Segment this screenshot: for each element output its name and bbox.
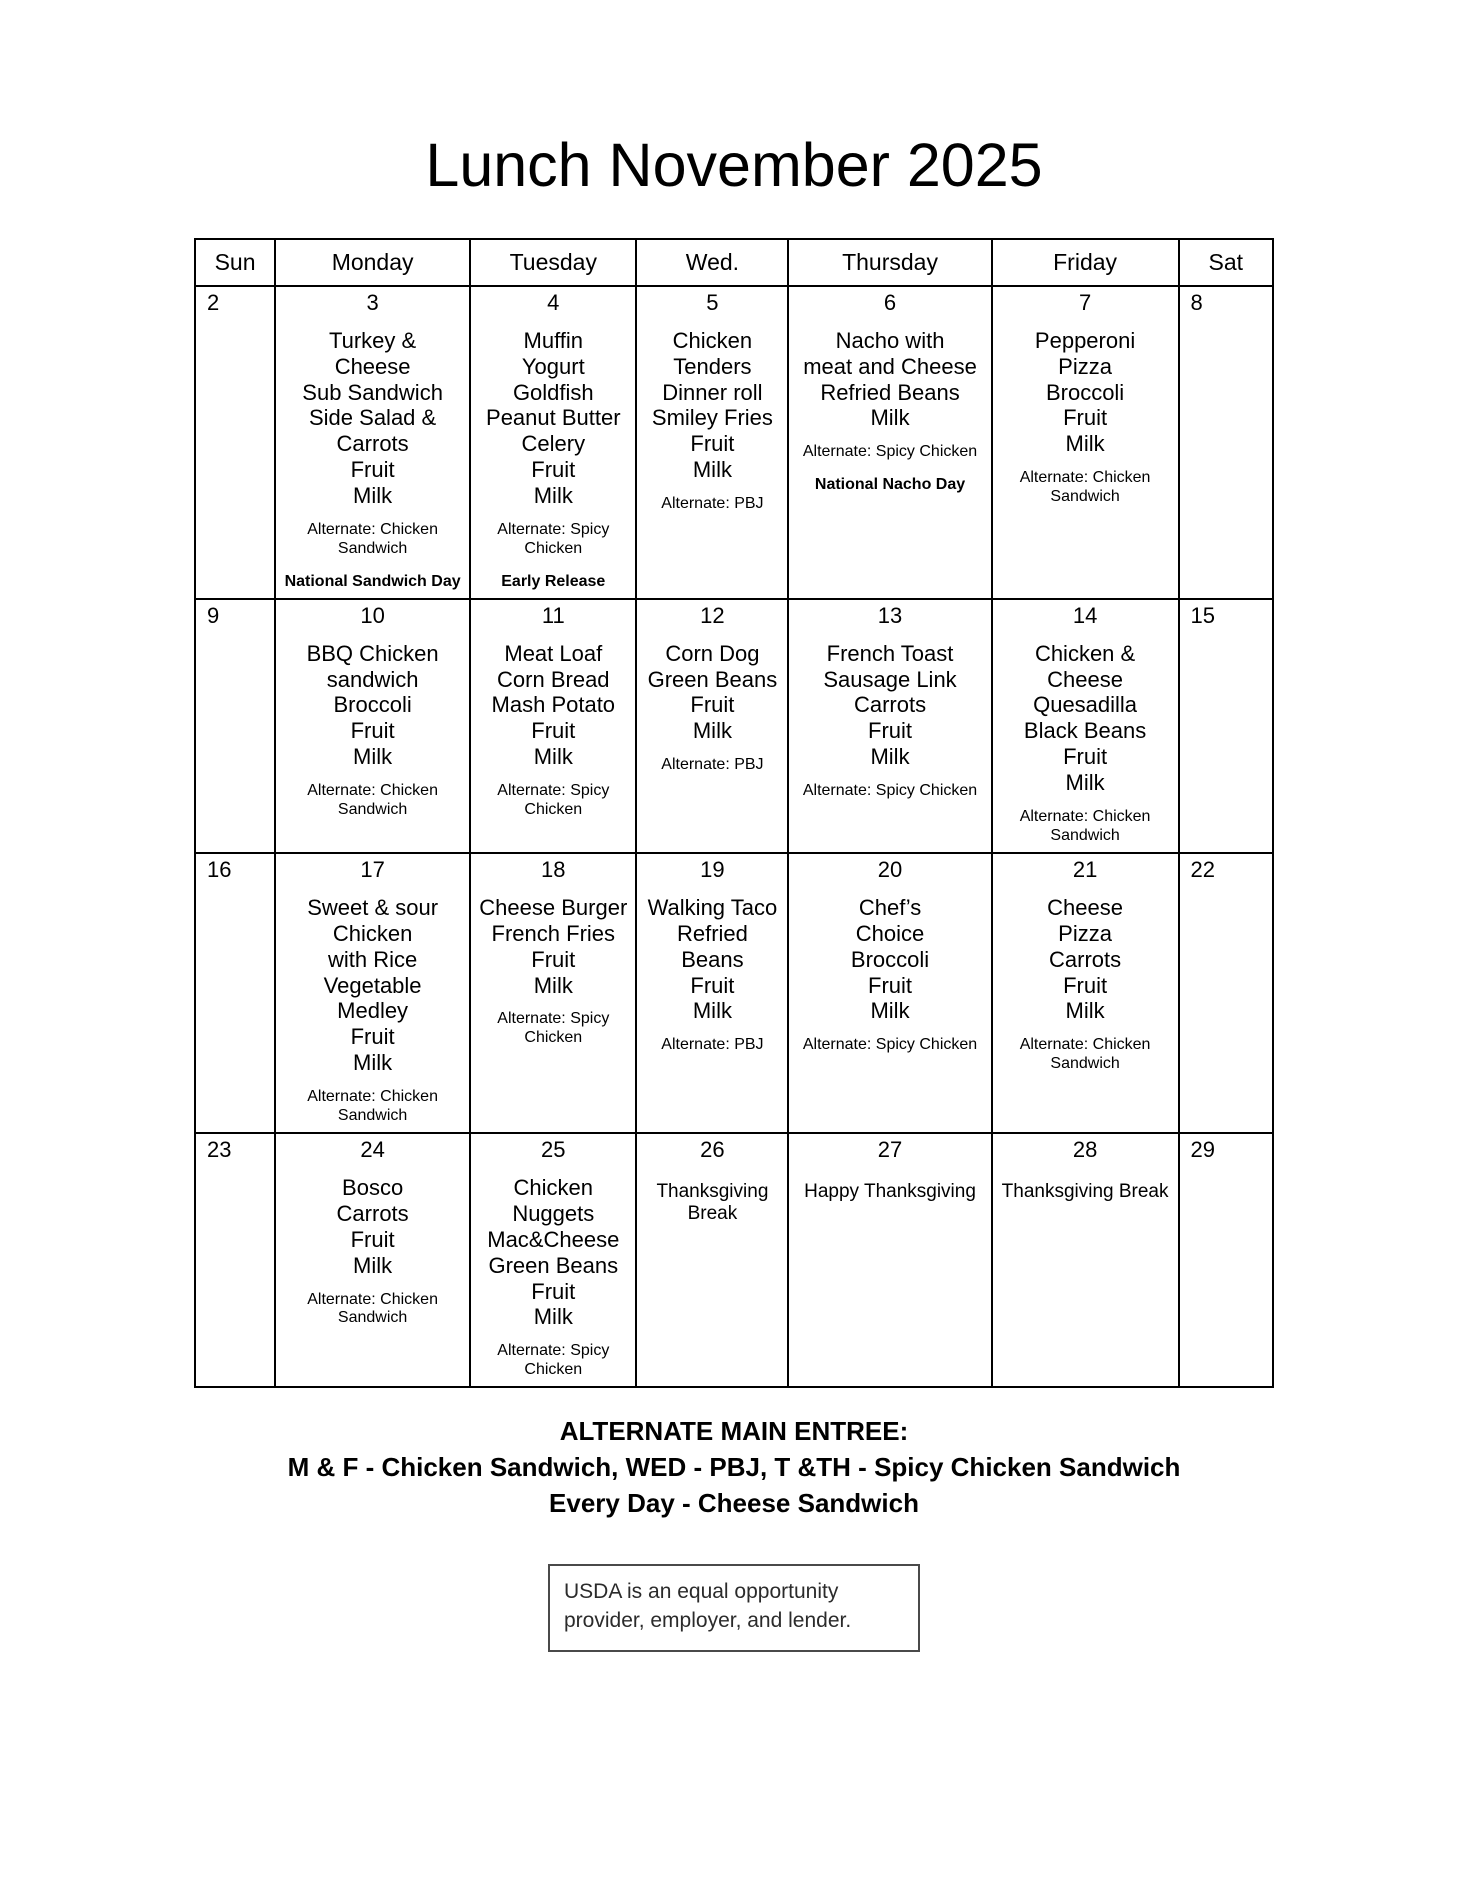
usda-notice-line-2: provider, employer, and lender. — [564, 1608, 852, 1632]
calendar-day-cell-22[interactable] — [1179, 853, 1274, 1133]
menu-item: Cheese Burger — [479, 894, 628, 920]
menu-item: Fruit — [690, 431, 735, 457]
menu-item: Fruit — [1063, 972, 1108, 998]
day-number: 13 — [877, 602, 903, 628]
calendar-day-cell-14[interactable] — [992, 599, 1179, 853]
day-number: 5 — [706, 290, 719, 315]
menu-item: Milk — [692, 998, 732, 1024]
menu-item: Pizza — [1058, 353, 1112, 379]
menu-item: Carrots — [336, 431, 409, 457]
alternate-entree-text: Alternate: Spicy Chicken — [497, 1342, 610, 1379]
calendar-day-cell-23[interactable] — [195, 1133, 275, 1387]
menu-item: Broccoli — [850, 946, 930, 972]
day-cell-content — [637, 1134, 787, 1386]
menu-item: Cheese — [1047, 894, 1123, 920]
menu-item: Milk — [353, 1050, 393, 1076]
menu-item: Fruit — [1063, 744, 1108, 770]
day-cell-content — [789, 1134, 990, 1386]
day-cell-content — [276, 1134, 469, 1386]
menu-items — [474, 328, 632, 510]
menu-items — [792, 328, 987, 432]
alternate-entree-text: Alternate: PBJ — [661, 495, 764, 513]
day-number: 14 — [1072, 602, 1098, 628]
menu-item: Smiley Fries — [651, 405, 773, 431]
menu-item: Chef’s — [858, 894, 922, 920]
menu-item: Milk — [692, 457, 732, 483]
calendar-day-cell-4[interactable] — [470, 286, 636, 599]
menu-item: Milk — [353, 1252, 393, 1278]
calendar-header-monday: Monday — [275, 239, 470, 286]
menu-item: French Fries — [491, 920, 616, 946]
menu-items — [640, 895, 784, 1025]
alternate-entree-text: Alternate: Spicy Chicken — [497, 782, 610, 819]
menu-item: Carrots — [336, 1200, 409, 1226]
calendar-day-cell-6[interactable] — [788, 286, 991, 599]
day-special-note: Early Release — [501, 573, 606, 591]
menu-item: Sweet & sour — [307, 894, 439, 920]
holiday-break-note: Happy Thanksgiving — [804, 1180, 976, 1202]
menu-item: Fruit — [531, 1278, 576, 1304]
alternate-entree-text: Alternate: PBJ — [661, 1036, 764, 1054]
alternate-entree-text: Alternate: Chicken Sandwich — [1019, 1036, 1151, 1073]
day-cell-content — [276, 600, 469, 852]
menu-item: Chicken — [672, 327, 753, 353]
day-number: 27 — [877, 1137, 903, 1163]
alternate-entree-text: Alternate: Chicken Sandwich — [1019, 808, 1151, 845]
day-number: 19 — [700, 857, 725, 883]
menu-item: Milk — [870, 998, 910, 1024]
calendar-day-cell-5[interactable] — [636, 286, 788, 599]
menu-item: Green Beans — [488, 1252, 619, 1278]
menu-item: Nacho with — [835, 327, 945, 353]
menu-items — [996, 328, 1175, 458]
day-cell-content — [276, 854, 469, 1132]
alternate-entree-text: Alternate: Chicken Sandwich — [1019, 469, 1151, 506]
menu-item: BBQ Chicken — [306, 640, 439, 666]
calendar-day-cell-26[interactable] — [636, 1133, 788, 1387]
calendar-day-cell-2[interactable] — [195, 286, 275, 599]
holiday-break-note: Thanksgiving Break — [1001, 1180, 1169, 1202]
menu-item: Pepperoni — [1034, 327, 1136, 353]
menu-item: Walking Taco — [647, 894, 778, 920]
menu-item: Chicken — [332, 920, 413, 946]
menu-item: Peanut Butter — [486, 405, 621, 431]
holiday-break-note: Thanksgiving Break — [656, 1180, 769, 1225]
menu-item: Cheese — [334, 353, 411, 379]
menu-items — [279, 328, 466, 510]
menu-items — [792, 895, 987, 1025]
day-cell-content — [471, 1134, 635, 1386]
menu-item: Fruit — [531, 946, 576, 972]
menu-item: Nuggets — [512, 1200, 595, 1226]
day-number: 10 — [360, 602, 385, 628]
menu-item: Muffin — [523, 327, 584, 353]
calendar-day-cell-7[interactable] — [992, 286, 1179, 599]
menu-item: Milk — [692, 718, 732, 744]
menu-item: Yogurt — [521, 353, 585, 379]
menu-item: Broccoli — [1045, 379, 1125, 405]
menu-item: Fruit — [531, 457, 576, 483]
menu-item: Sub Sandwich — [302, 379, 443, 405]
day-number: 7 — [1078, 290, 1092, 315]
menu-item: Side Salad & — [309, 405, 437, 431]
calendar-day-cell-13[interactable] — [788, 599, 991, 853]
day-cell-content — [637, 600, 787, 852]
menu-item: Goldfish — [512, 379, 594, 405]
calendar-header-friday: Friday — [992, 239, 1179, 286]
day-number: 29 — [1190, 1137, 1215, 1163]
alternate-entree-text: Alternate: Chicken Sandwich — [307, 782, 438, 819]
menu-item: Milk — [1065, 770, 1105, 796]
day-cell-content — [789, 854, 990, 1132]
day-number: 4 — [547, 290, 560, 315]
day-number: 25 — [541, 1137, 566, 1163]
menu-item: Corn Bread — [497, 666, 610, 692]
calendar-header-tuesday: Tuesday — [470, 239, 636, 286]
menu-item: Refried Beans — [820, 379, 960, 405]
calendar-day-cell-29[interactable] — [1179, 1133, 1274, 1387]
menu-item: Milk — [870, 405, 910, 431]
menu-items — [996, 641, 1175, 797]
alternate-entree-text: Alternate: PBJ — [661, 756, 764, 774]
menu-item: Vegetable — [323, 972, 422, 998]
day-cell-content — [637, 287, 787, 598]
menu-items — [640, 328, 784, 484]
menu-items — [474, 1175, 632, 1331]
menu-item: Fruit — [1063, 405, 1108, 431]
menu-items — [792, 641, 987, 771]
day-cell-content — [1180, 854, 1273, 1132]
day-number: 21 — [1072, 857, 1098, 883]
day-cell-content — [196, 1134, 274, 1386]
menu-item: Milk — [1065, 998, 1105, 1024]
day-cell-content — [196, 600, 274, 852]
alternate-entree-footer — [144, 1388, 1324, 1652]
calendar-week-row — [195, 286, 1273, 599]
day-number: 18 — [541, 857, 566, 883]
calendar-day-cell-3[interactable] — [275, 286, 470, 599]
calendar-day-cell-15[interactable] — [1179, 599, 1274, 853]
calendar-week-row — [195, 599, 1273, 853]
menu-item: Fruit — [350, 1226, 395, 1252]
usda-notice-line-1: USDA is an equal opportunity — [564, 1579, 839, 1603]
menu-item: Carrots — [1049, 946, 1122, 972]
day-cell-content — [196, 287, 274, 598]
day-cell-content — [276, 287, 469, 598]
menu-item: Medley — [337, 998, 409, 1024]
calendar-day-cell-10[interactable] — [275, 599, 470, 853]
menu-item: Milk — [533, 483, 573, 509]
menu-item: Fruit — [531, 718, 576, 744]
menu-item: Dinner roll — [662, 379, 763, 405]
calendar-day-cell-16[interactable] — [195, 853, 275, 1133]
calendar-day-cell-9[interactable] — [195, 599, 275, 853]
day-cell-content — [1180, 287, 1273, 598]
menu-item: Refried — [676, 920, 748, 946]
calendar-day-cell-20[interactable] — [788, 853, 991, 1133]
menu-item: Beans — [681, 946, 744, 972]
menu-item: Milk — [533, 972, 573, 998]
day-number: 24 — [360, 1137, 385, 1163]
day-number: 22 — [1190, 857, 1215, 883]
calendar-day-cell-21[interactable] — [992, 853, 1179, 1133]
calendar-day-cell-8[interactable] — [1179, 286, 1274, 599]
menu-item: Chicken — [513, 1174, 594, 1200]
menu-item: Fruit — [350, 457, 395, 483]
menu-item: Quesadilla — [1033, 692, 1138, 718]
day-number: 23 — [207, 1137, 232, 1163]
page-title: Lunch November 2025 — [425, 131, 1043, 199]
day-special-note: National Nacho Day — [814, 476, 966, 494]
menu-item: Chicken & — [1034, 640, 1136, 666]
calendar-day-cell-24[interactable] — [275, 1133, 470, 1387]
menu-item: Green Beans — [647, 666, 778, 692]
menu-items — [640, 641, 784, 745]
menu-item: Milk — [533, 1304, 573, 1330]
menu-item: meat and Cheese — [803, 353, 977, 379]
menu-item: Sausage Link — [823, 666, 957, 692]
alternate-entree-text: Alternate: Chicken Sandwich — [307, 1290, 438, 1327]
menu-item: Fruit — [868, 972, 913, 998]
day-number: 16 — [207, 857, 232, 883]
menu-item: Bosco — [342, 1174, 404, 1200]
menu-item: Fruit — [350, 1024, 395, 1050]
alternate-entree-line-2: M & F - Chicken Sandwich, WED - PBJ, T &TH - Spicy Chicken Sandwich — [287, 1452, 1181, 1483]
day-number: 9 — [207, 602, 220, 628]
menu-items — [279, 641, 466, 771]
usda-notice-box — [548, 1564, 920, 1652]
alternate-entree-text: Alternate: Spicy Chicken — [802, 1036, 978, 1054]
calendar-day-cell-11[interactable] — [470, 599, 636, 853]
calendar-header-wed: Wed. — [636, 239, 788, 286]
alternate-entree-line-3: Every Day - Cheese Sandwich — [549, 1487, 919, 1518]
day-number: 26 — [700, 1137, 725, 1163]
day-number: 6 — [883, 290, 897, 315]
alternate-entree-text: Alternate: Spicy Chicken — [802, 782, 978, 800]
alternate-entree-text: Alternate: Spicy Chicken — [497, 1010, 610, 1047]
menu-item: Milk — [353, 483, 393, 509]
day-cell-content — [637, 854, 787, 1132]
day-number: 3 — [366, 290, 379, 315]
menu-item: sandwich — [326, 666, 419, 692]
calendar-header-sun: Sun — [195, 239, 275, 286]
menu-item: Mash Potato — [491, 692, 616, 718]
menu-item: Pizza — [1058, 920, 1112, 946]
calendar-day-cell-25[interactable] — [470, 1133, 636, 1387]
menu-item: with Rice — [327, 946, 418, 972]
day-number: 11 — [541, 602, 565, 628]
day-cell-content — [789, 287, 990, 598]
day-number: 8 — [1190, 290, 1203, 315]
day-cell-content — [196, 854, 274, 1132]
calendar-day-cell-12[interactable] — [636, 599, 788, 853]
calendar-day-cell-18[interactable] — [470, 853, 636, 1133]
calendar-day-cell-27[interactable] — [788, 1133, 991, 1387]
menu-item: Fruit — [868, 718, 913, 744]
alternate-entree-text: Alternate: Chicken Sandwich — [307, 1088, 438, 1125]
day-number: 2 — [207, 290, 220, 315]
day-cell-content — [471, 600, 635, 852]
day-cell-content — [471, 287, 635, 598]
menu-item: Turkey & — [329, 327, 417, 353]
alternate-entree-heading: ALTERNATE MAIN ENTREE: — [559, 1416, 909, 1447]
menu-item: French Toast — [826, 640, 954, 666]
menu-item: Choice — [855, 920, 925, 946]
alternate-entree-text: Alternate: Spicy Chicken — [497, 521, 610, 558]
menu-item: Black Beans — [1023, 718, 1147, 744]
menu-item: Meat Loaf — [504, 640, 603, 666]
menu-item: Mac&Cheese — [487, 1226, 620, 1252]
menu-item: Fruit — [350, 718, 395, 744]
calendar-week-row — [195, 1133, 1273, 1387]
day-special-note: National Sandwich Day — [284, 573, 461, 591]
menu-item: Milk — [533, 744, 573, 770]
calendar-day-cell-28[interactable] — [992, 1133, 1179, 1387]
alternate-entree-text: Alternate: Chicken Sandwich — [307, 521, 438, 558]
day-cell-content — [789, 600, 990, 852]
lunch-calendar-table — [194, 238, 1274, 1388]
menu-item: Fruit — [690, 972, 735, 998]
day-number: 28 — [1072, 1137, 1098, 1163]
menu-items — [474, 895, 632, 999]
calendar-header-sat: Sat — [1179, 239, 1274, 286]
day-number: 15 — [1190, 602, 1215, 628]
day-number: 12 — [700, 602, 725, 628]
menu-item: Tenders — [673, 353, 752, 379]
menu-item: Milk — [870, 744, 910, 770]
day-number: 17 — [360, 857, 385, 883]
day-cell-content — [993, 854, 1178, 1132]
menu-item: Milk — [353, 744, 393, 770]
calendar-day-cell-19[interactable] — [636, 853, 788, 1133]
menu-item: Celery — [521, 431, 586, 457]
menu-item: Carrots — [853, 692, 927, 718]
day-cell-content — [993, 600, 1178, 852]
alternate-entree-text: Alternate: Spicy Chicken — [802, 443, 978, 461]
day-cell-content — [471, 854, 635, 1132]
calendar-container — [194, 196, 1274, 1388]
menu-items — [279, 1175, 466, 1279]
calendar-day-cell-17[interactable] — [275, 853, 470, 1133]
menu-item: Corn Dog — [665, 640, 760, 666]
day-cell-content — [993, 1134, 1178, 1386]
calendar-header-row — [195, 239, 1273, 286]
day-cell-content — [1180, 600, 1273, 852]
day-number: 20 — [877, 857, 903, 883]
menu-items — [279, 895, 466, 1077]
menu-item: Broccoli — [333, 692, 412, 718]
menu-item: Cheese — [1047, 666, 1123, 692]
menu-item: Fruit — [690, 692, 735, 718]
calendar-header-thursday: Thursday — [788, 239, 991, 286]
menu-item: Milk — [1065, 431, 1105, 457]
calendar-week-row — [195, 853, 1273, 1133]
menu-items — [996, 895, 1175, 1025]
day-cell-content — [1180, 1134, 1273, 1386]
menu-items — [474, 641, 632, 771]
day-cell-content — [993, 287, 1178, 598]
